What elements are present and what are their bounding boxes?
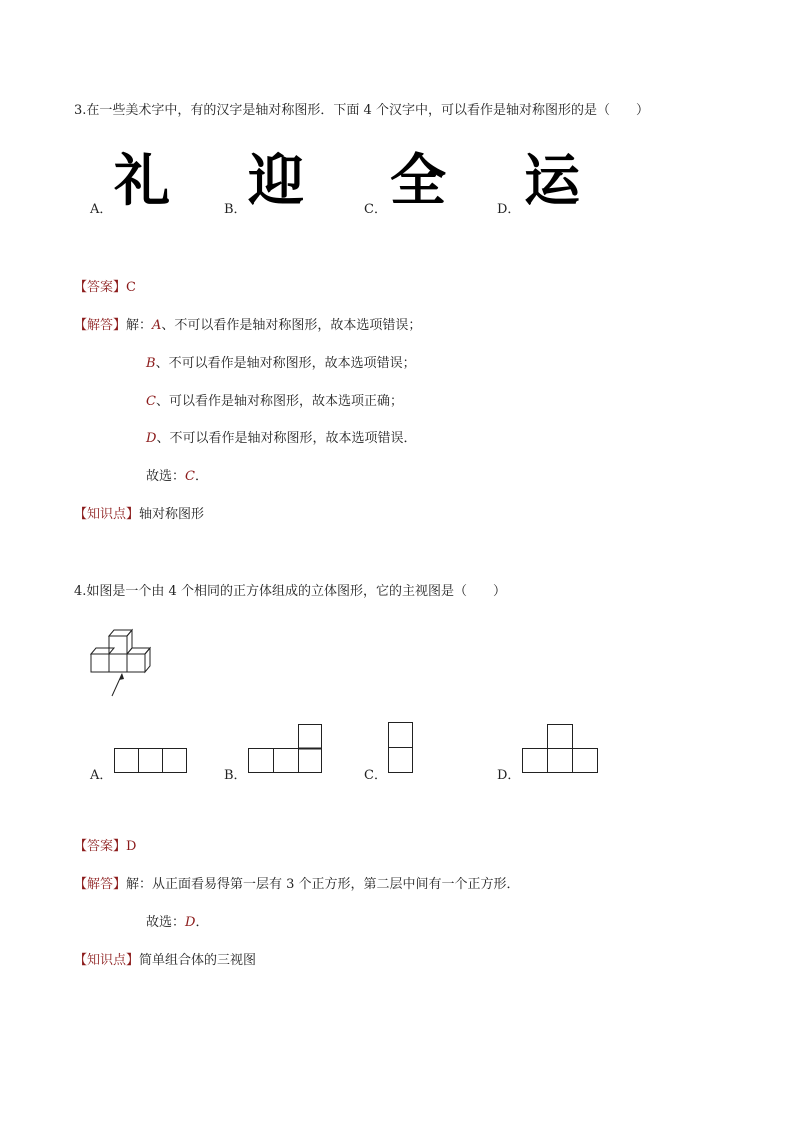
q3-solution-label: 【解答】 <box>74 318 127 333</box>
q3-option-c-char: 全 <box>390 149 446 214</box>
q4-option-b-figure <box>248 724 324 774</box>
q4-knowledge-label: 【知识点】 <box>74 953 140 968</box>
q3-answer-label: 【答案】 <box>74 280 127 295</box>
q4-answer-label: 【答案】 <box>74 839 127 854</box>
q4-answer-value: D <box>126 839 137 854</box>
q3-solution-first <box>74 317 421 335</box>
q4-conclusion-prefix: 故选： <box>146 915 186 930</box>
q3-solution-line-c <box>146 393 403 411</box>
q4-conclusion <box>146 914 208 932</box>
q3-option-b-char: 迎 <box>248 149 304 214</box>
q3-solution-letter-b: B <box>146 356 156 371</box>
top-cube-top-face <box>109 630 132 636</box>
q3-answer-value: C <box>126 280 136 295</box>
bottom-right-side-face <box>145 648 150 672</box>
bottom-right-front-face <box>127 654 145 672</box>
q4-option-d-figure <box>522 724 600 774</box>
q4-option-b-letter: B． <box>224 768 247 783</box>
q3-conclusion-letter: C <box>185 469 195 484</box>
q3-solution-letter-d: D <box>146 431 157 446</box>
q3-solution-letter-c: C <box>146 394 156 409</box>
q4-solution-text: 解：从正面看易得第一层有 3 个正方形，第二层中间有一个正方形． <box>126 877 520 892</box>
q4-conclusion-letter: D <box>185 915 196 930</box>
bottom-left-front-face <box>91 654 109 672</box>
q4-option-c-figure <box>388 722 414 774</box>
q4-option-a-letter: A． <box>90 768 113 783</box>
q4-option-a-figure <box>114 748 190 774</box>
q4-knowledge-value: 简单组合体的三视图 <box>139 953 257 968</box>
q4-solution <box>74 876 520 894</box>
bottom-left-top-face <box>91 648 114 654</box>
q3-option-c-letter: C． <box>364 202 387 217</box>
q3-conclusion <box>146 468 208 486</box>
q3-conclusion-prefix: 故选： <box>146 469 186 484</box>
q4-solution-label: 【解答】 <box>74 877 127 892</box>
q3-answer <box>74 279 136 297</box>
q3-knowledge <box>74 506 204 524</box>
q4-option-d-letter: D． <box>497 768 521 783</box>
q3-option-a-letter: A． <box>90 202 113 217</box>
q4-answer <box>74 838 136 856</box>
q3-option-d-char: 运 <box>524 149 580 214</box>
q4-conclusion-suffix: ． <box>195 915 209 930</box>
q4-option-c-letter: C． <box>364 768 387 783</box>
q3-solution-text-c: 、可以看作是轴对称图形，故本选项正确； <box>155 394 403 409</box>
q3-knowledge-label: 【知识点】 <box>74 507 140 522</box>
bottom-middle-front-face <box>109 654 127 672</box>
q4-knowledge <box>74 952 256 970</box>
q3-option-a-char: 礼 <box>114 149 170 214</box>
q3-option-d-letter: D． <box>497 202 521 217</box>
q3-solution-line-b <box>146 355 416 373</box>
q3-solution-line-d <box>146 430 416 448</box>
q3-solution-text-b: 、不可以看作是轴对称图形，故本选项错误； <box>155 356 416 371</box>
q3-solution-text-d: 、不可以看作是轴对称图形，故本选项错误． <box>156 431 417 446</box>
q4-question: 4.如图是一个由 4 个相同的正方体组成的立体图形，它的主视图是（ ） <box>74 584 506 599</box>
q3-knowledge-value: 轴对称图形 <box>139 507 205 522</box>
q3-conclusion-suffix: ． <box>194 469 208 484</box>
cube-stack-figure <box>84 624 164 704</box>
q3-solution-letter-a: A <box>152 318 162 333</box>
q3-solution-text-a: 、不可以看作是轴对称图形，故本选项错误； <box>161 318 422 333</box>
q3-question: 3.在一些美术字中，有的汉字是轴对称图形．下面 4 个汉字中，可以看作是轴对称图形的是（ ） <box>74 103 649 118</box>
bottom-right-top-face <box>127 648 150 654</box>
q3-option-b-letter: B． <box>224 202 247 217</box>
q3-solution-prefix: 解： <box>126 318 153 333</box>
